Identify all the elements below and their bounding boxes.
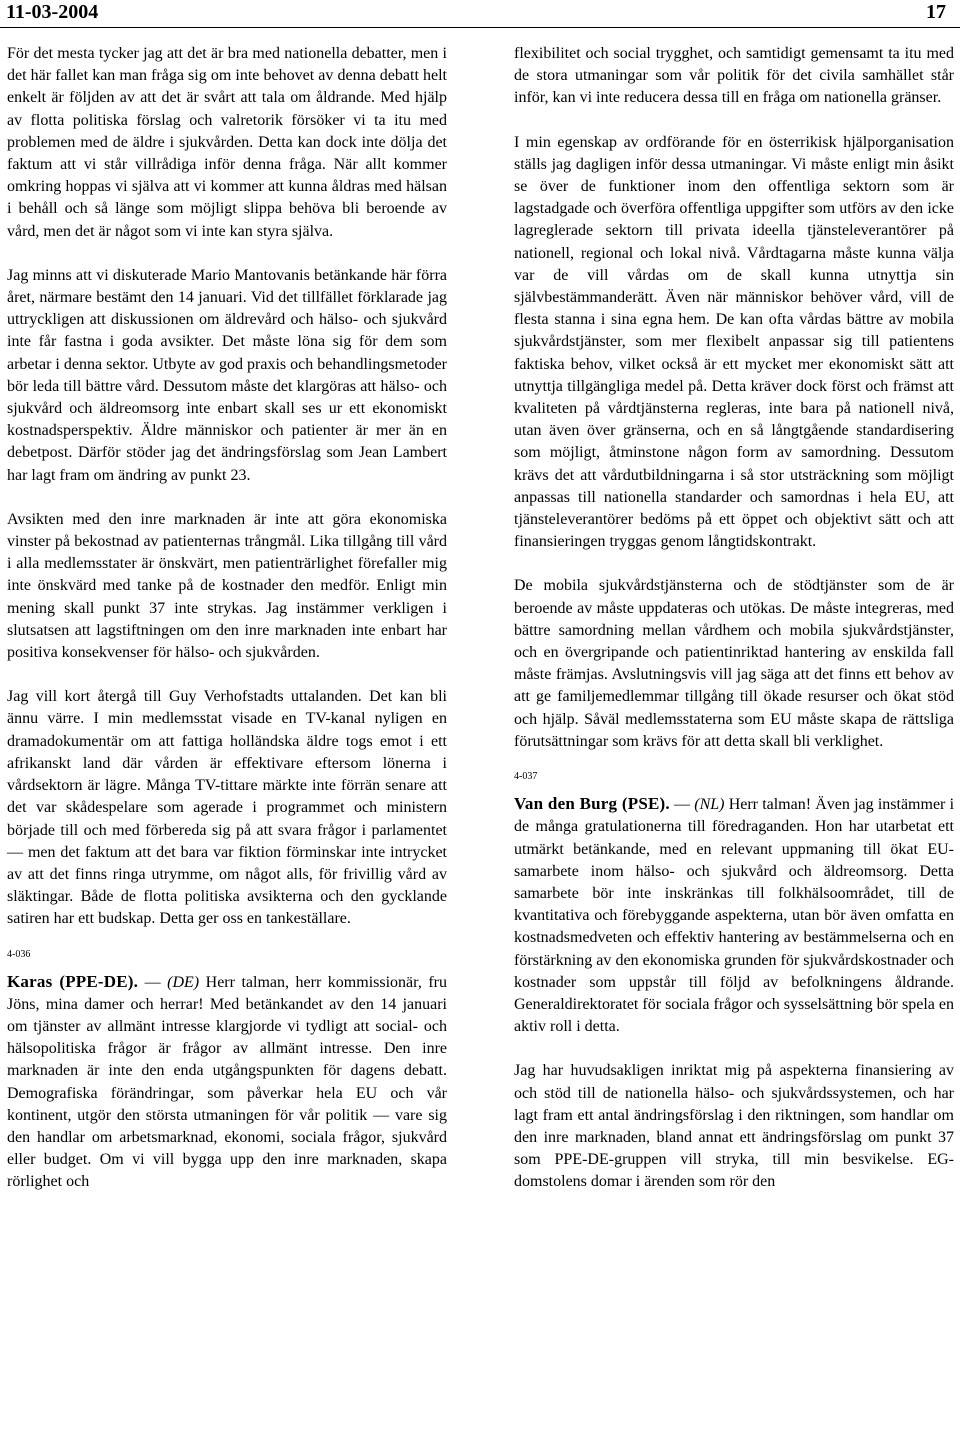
- paragraph: flexibilitet och social trygghet, och samtidigt gemensamt ta itu med de stora utmaningar som vår politik för det civila samhället står inför, kan vi inte reducera dessa till en fråga om nationella gränser.: [514, 45, 954, 107]
- speaker-name: Karas (PPE-DE).: [7, 971, 139, 991]
- left-column: [7, 43, 447, 1194]
- speech: Karas (PPE-DE). — (DE) Herr talman, herr kommissionär, fru Jöns, mina damer och herrar! Med betänkandet av den 14 januari om tjänster av allmänt intresse klargjorde vi tydligt att social- och hälsopolitiska frågor är frågor av allmänt intresse. Den inre marknaden är inte den enda utgångspunkten för dagens debatt. Demografiska förändringar, som påverkar hela EU och vår kontinent, utgör den största utmaningen för vår politik — vare sig den handlar om arbetsmarknad, ekonomi, sociala frågor, sjukvård eller budget. Om vi vill bygga upp den inre marknaden, skapa rörlighet och: [7, 971, 447, 1191]
- speaker-language: (NL): [694, 796, 725, 814]
- paragraph: De mobila sjukvårdstjänsterna och de stödtjänster som de är beroende av måste uppdateras och utökas. De måste integreras, med bättre samordning mellan vårdhem och mobila sjukvårdstjänster, och en övergripande och patientinriktad hantering av enskilda fall måste främjas. Avslutningsvis vill jag säga att det finns ett behov av att ge familjemedlemmar tillgång till ökade resurser och ökat stöd och hjälp. Såväl medlemsstaterna som EU måste skapa de rättsliga förutsättningar som krävs för att detta skall bli verklighet.: [514, 577, 954, 750]
- paragraph: För det mesta tycker jag att det är bra med nationella debatter, men i det här fallet kan man fråga sig om inte behovet av denna debatt helt enkelt är följden av att det är svårt att tala om åldrande. Med hjälp av flotta politiska förslag och valretorik försöker vi ta itu med problemen med de äldre i sjukvården. Detta kan dock inte dölja det faktum att vi står villrådiga inför denna fråga. När allt kommer omkring hoppas vi själva att vi kommer att kunna åldras med hälsan i behåll och så länge som möjligt slippa behöva bli beroende av vård, men det är något som vi inte kan styra själva.: [7, 45, 447, 240]
- page-header: [0, 0, 960, 30]
- paragraph: I min egenskap av ordförande för en österrikisk hjälporganisation ställs jag dagligen inför dessa utmaningar. Vi måste enligt min åsikt se över de funktioner inom den offentliga sektorn som är lagstadgade och överföra offentliga uppgifter som utförs av den icke lagreglerade sektorn till privata ideella tjänsteleverantörer på nationell, regional och lokal nivå. Vårdtagarna måste kunna välja var de vill vårdas om de skall kunna utnyttja sin självbestämmanderätt. Även när människor behöver vård, vill de flesta stanna i sina egna hem. De kan ofta vårdas bättre av mobila sjukvårdstjänster, som mer flexibelt anpassar sig till patientens faktiska behov, vilket också är ett mycket mer ekonomiskt sätt att utnyttja tillgängliga medel på. Detta kräver dock först och främst att kvaliteten på vårdtjänsterna regleras, inte bara på nationell nivå, utan även över gränserna, och en så långtgående standardisering som möjligt, åtminstone någon form av samordning. Dessutom krävs det att vårdutbildningarna i så stor utsträckning som möjligt anpassas till nationella standarder och samordnas i hela EU, att tjänsteleverantörer bedöms på ett öppet och objektivt sätt och att finansieringen tryggas genom långtidskontrakt.: [514, 133, 954, 551]
- speech-reference: 4-037: [514, 771, 538, 783]
- header-rule: [0, 27, 960, 28]
- page-number: 17: [926, 1, 946, 23]
- paragraph: Jag minns att vi diskuterade Mario Mantovanis betänkande här förra året, närmare bestämt den 14 januari. Vid det tillfället förklarade jag uttryckligen att diskussionen om äldrevård och hälso- och sjukvård inte får fastna i goda avsikter. Det måste löna sig för dem som arbetar i denna sektor. Utbyte av god praxis och behandlingsmetoder bör leda till bättre vård. Dessutom måste det klargöras att hälso- och sjukvård och äldreomsorg inte enbart skall ses ur ett ekonomiskt kostnadsperspektiv. Äldre människor och patienter är mer än en debetpost. Därför stöder jag det ändringsförslag som Jean Lambert har lagt fram om ändring av punkt 23.: [7, 266, 447, 484]
- paragraph: Jag har huvudsakligen inriktat mig på aspekterna finansiering av och stöd till de nationella hälso- och sjukvårdssystemen, och har lagt fram ett antal ändringsförslag i den riktningen, som handlar om den inre marknaden, bland annat ett ändringsförslag om punkt 37 som PPE-DE-gruppen vill stryka, till min besvikelse. EG-domstolens domar i ärenden som rör den: [514, 1062, 954, 1191]
- paragraph: Avsikten med den inre marknaden är inte att göra ekonomiska vinster på bekostnad av patienternas trångmål. Lika tillgång till vård i alla medlemsstater är önskvärt, men patienträrlighet förefaller mig inte önskvärd med tanke på de kostnader den medför. Enligt min mening skall punkt 37 inte strykas. Jag instämmer verkligen i slutsatsen att lagstiftningen om den inre marknaden inte enbart har positiva konsekvenser för hälso- och sjukvården.: [7, 510, 447, 662]
- paragraph: Jag vill kort återgå till Guy Verhofstadts uttalanden. Det kan bli ännu värre. I min medlemsstat visade en TV-kanal nyligen en dramadokumentär om att fattiga holländska äldre togs emot i ett afrikanskt land där vården är effektivare eftersom lönerna i vårdsektorn är lägre. Många TV-tittare märkte inte förrän senare att det var skådespelare som agerade i programmet och ministern började till och med förbereda sig på att svara frågor i parlamentet — men det faktum att det bara var fiktion förminskar inte intrycket av att det finns ringa utrymme, om något alls, för frivillig vård av släktingar. Både de flotta politiska avsikterna och den gycklande satiren har ett budskap. Detta ger oss en tankeställare.: [7, 688, 447, 928]
- right-column: [514, 43, 954, 1194]
- speech: Van den Burg (PSE). — (NL) Herr talman! Även jag instämmer i de många gratulationerna till föredraganden. Hon har utarbetat ett utmärkt betänkande, med en relevant uppmaning till ökat EU-samarbete inom hälso- och sjukvård och äldreomsorg. Detta samarbete bör inte inskränkas till folkhälsoområdet, till de kvantitativa och förebyggande aspekterna, utan bör även omfatta en kostnadsmedveten och effektiv hantering av bestämmelserna och en förstärkning av den ekonomiska grunden för sjukvårdskostnader och kostnader som uppstår till följd av befolkningens åldrande. Generaldirektoratet för sociala frågor och sysselsättning bör spela en aktiv roll i detta.: [514, 794, 955, 1036]
- speaker-language: (DE): [167, 973, 200, 991]
- speech-text: Herr talman, herr kommissionär, fru Jöns, mina damer och herrar! Med betänkandet av den 14 januari om tjänster av allmänt intresse klargjorde vi tydligt att social- och hälsopolitiska frågor är frågor av allmänt intresse. Den inre marknaden är inte den enda utgångspunkten för dagens debatt. Demografiska förändringar, som påverkar hela EU och vår kontinent, utgör den största utmaningen för vår politik — vare sig den handlar om arbetsmarknad, ekonomi, sociala frågor, sjukvård eller budget. Om vi vill bygga upp den inre marknaden, skapa rörlighet och: [7, 973, 447, 1191]
- speaker-name: Van den Burg (PSE).: [514, 794, 670, 814]
- speech-text: Herr talman! Även jag instämmer i de många gratulationerna till föredraganden. Hon har utarbetat ett utmärkt betänkande, med en relevant uppmaning till ökat EU-samarbete inom hälso- och sjukvård och äldreomsorg. Detta samarbete bör inte inskränkas till folkhälsoområdet, till de kvantitativa och förebyggande aspekterna, utan bör även omfatta en kostnadsmedveten och effektiv hantering av bestämmelserna och en förstärkning av den ekonomiska grunden för sjukvårdskostnader och kostnader som uppstår till följd av befolkningens åldrande. Generaldirektoratet för sociala frågor och sysselsättning bör spela en aktiv roll i detta.: [514, 796, 955, 1036]
- speech-reference: 4-036: [7, 948, 31, 960]
- page-date: 11-03-2004: [6, 1, 99, 23]
